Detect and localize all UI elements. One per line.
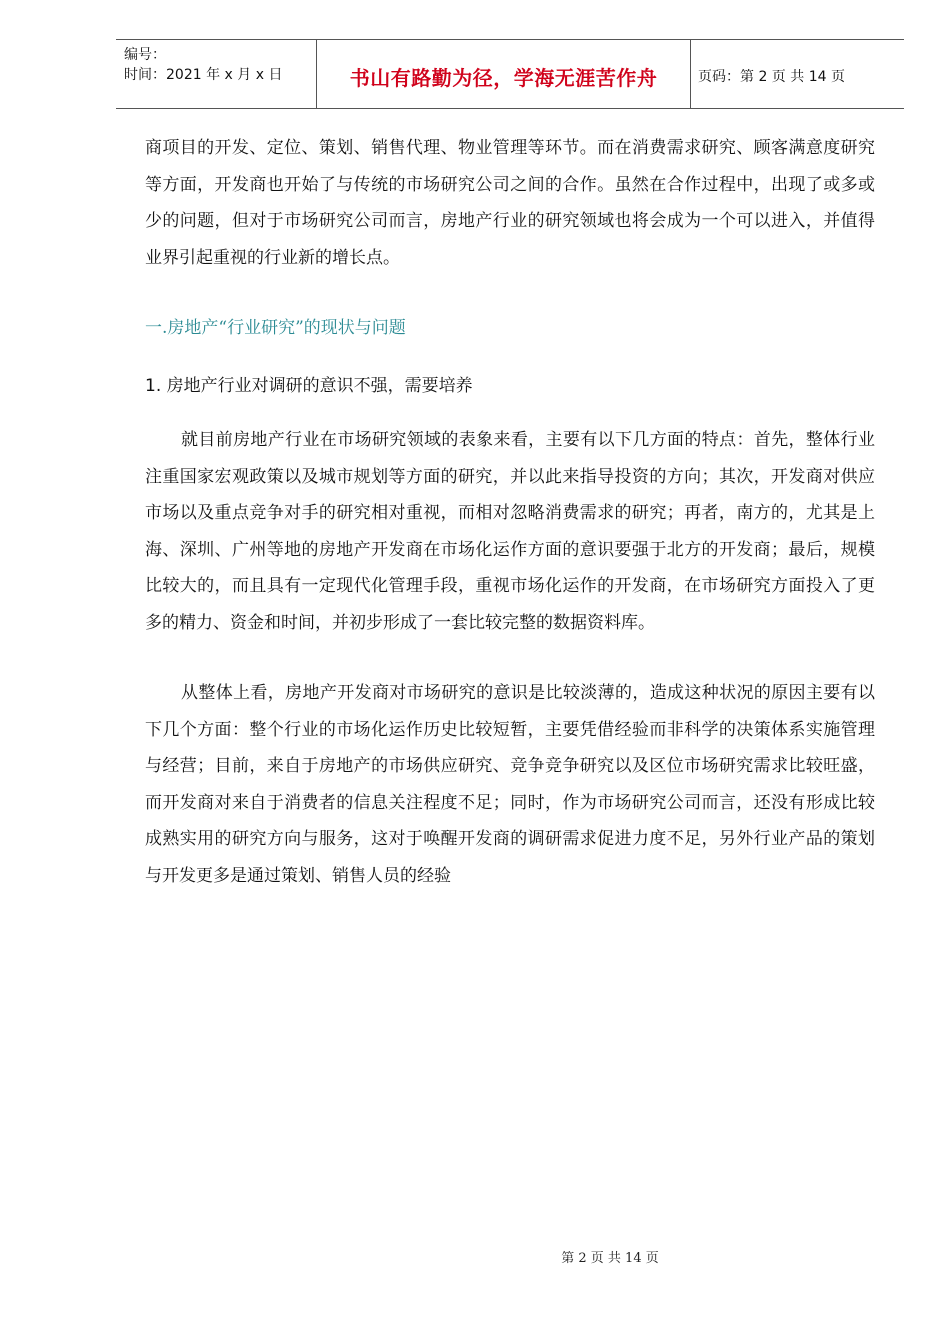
- header-motto-cell: [316, 40, 691, 108]
- doc-date: 时间：2021 年 x 月 x 日: [124, 67, 283, 83]
- header-meta-cell: [116, 40, 316, 108]
- paragraph-intro: 商项目的开发、定位、策划、销售代理、物业管理等环节。而在消费需求研究、顾客满意度研究等方面，开发商也开始了与传统的市场研究公司之间的合作。虽然在合作过程中，出现了或多或少的问题，但对于市场研究公司而言，房地产行业的研究领域也将会成为一个可以进入，并值得业界引起重视的行业新的增长点。: [145, 138, 875, 268]
- header-page-info: 页码：第 2 页 共 14 页: [698, 69, 845, 85]
- subsection-number: 1.: [145, 376, 162, 396]
- page-header: [116, 39, 904, 109]
- subsection-heading: [145, 368, 875, 404]
- doc-number: 编号：: [124, 47, 166, 63]
- subsection-title: 房地产行业对调研的意识不强，需要培养: [161, 376, 473, 396]
- document-body: [145, 130, 875, 894]
- section-heading: 一.房地产“行业研究”的现状与问题: [145, 318, 406, 338]
- header-motto: 书山有路勤为径，学海无涯苦作舟: [349, 66, 658, 90]
- page-footer: 第 2 页 共 14 页: [561, 1251, 659, 1266]
- paragraph-reasons: 从整体上看，房地产开发商对市场研究的意识是比较淡薄的，造成这种状况的原因主要有以下几个方面：整个行业的市场化运作历史比较短暂，主要凭借经验而非科学的决策体系实施管理与经营；目前，来自于房地产的市场供应研究、竞争竞争研究以及区位市场研究需求比较旺盛，而开发商对来自于消费者的信息关注程度不足；同时，作为市场研究公司而言，还没有形成比较成熟实用的研究方向与服务，这对于唤醒开发商的调研需求促进力度不足，另外行业产品的策划与开发更多是通过策划、销售人员的经验: [145, 683, 875, 886]
- header-page-cell: [690, 40, 904, 108]
- paragraph-features: 就目前房地产行业在市场研究领域的表象来看，主要有以下几方面的特点：首先，整体行业注重国家宏观政策以及城市规划等方面的研究，并以此来指导投资的方向；其次，开发商对供应市场以及重点竞争对手的研究相对重视，而相对忽略消费需求的研究；再者，南方的，尤其是上海、深圳、广州等地的房地产开发商在市场化运作方面的意识要强于北方的开发商；最后，规模比较大的，而且具有一定现代化管理手段，重视市场化运作的开发商，在市场研究方面投入了更多的精力、资金和时间，并初步形成了一套比较完整的数据资料库。: [145, 430, 875, 633]
